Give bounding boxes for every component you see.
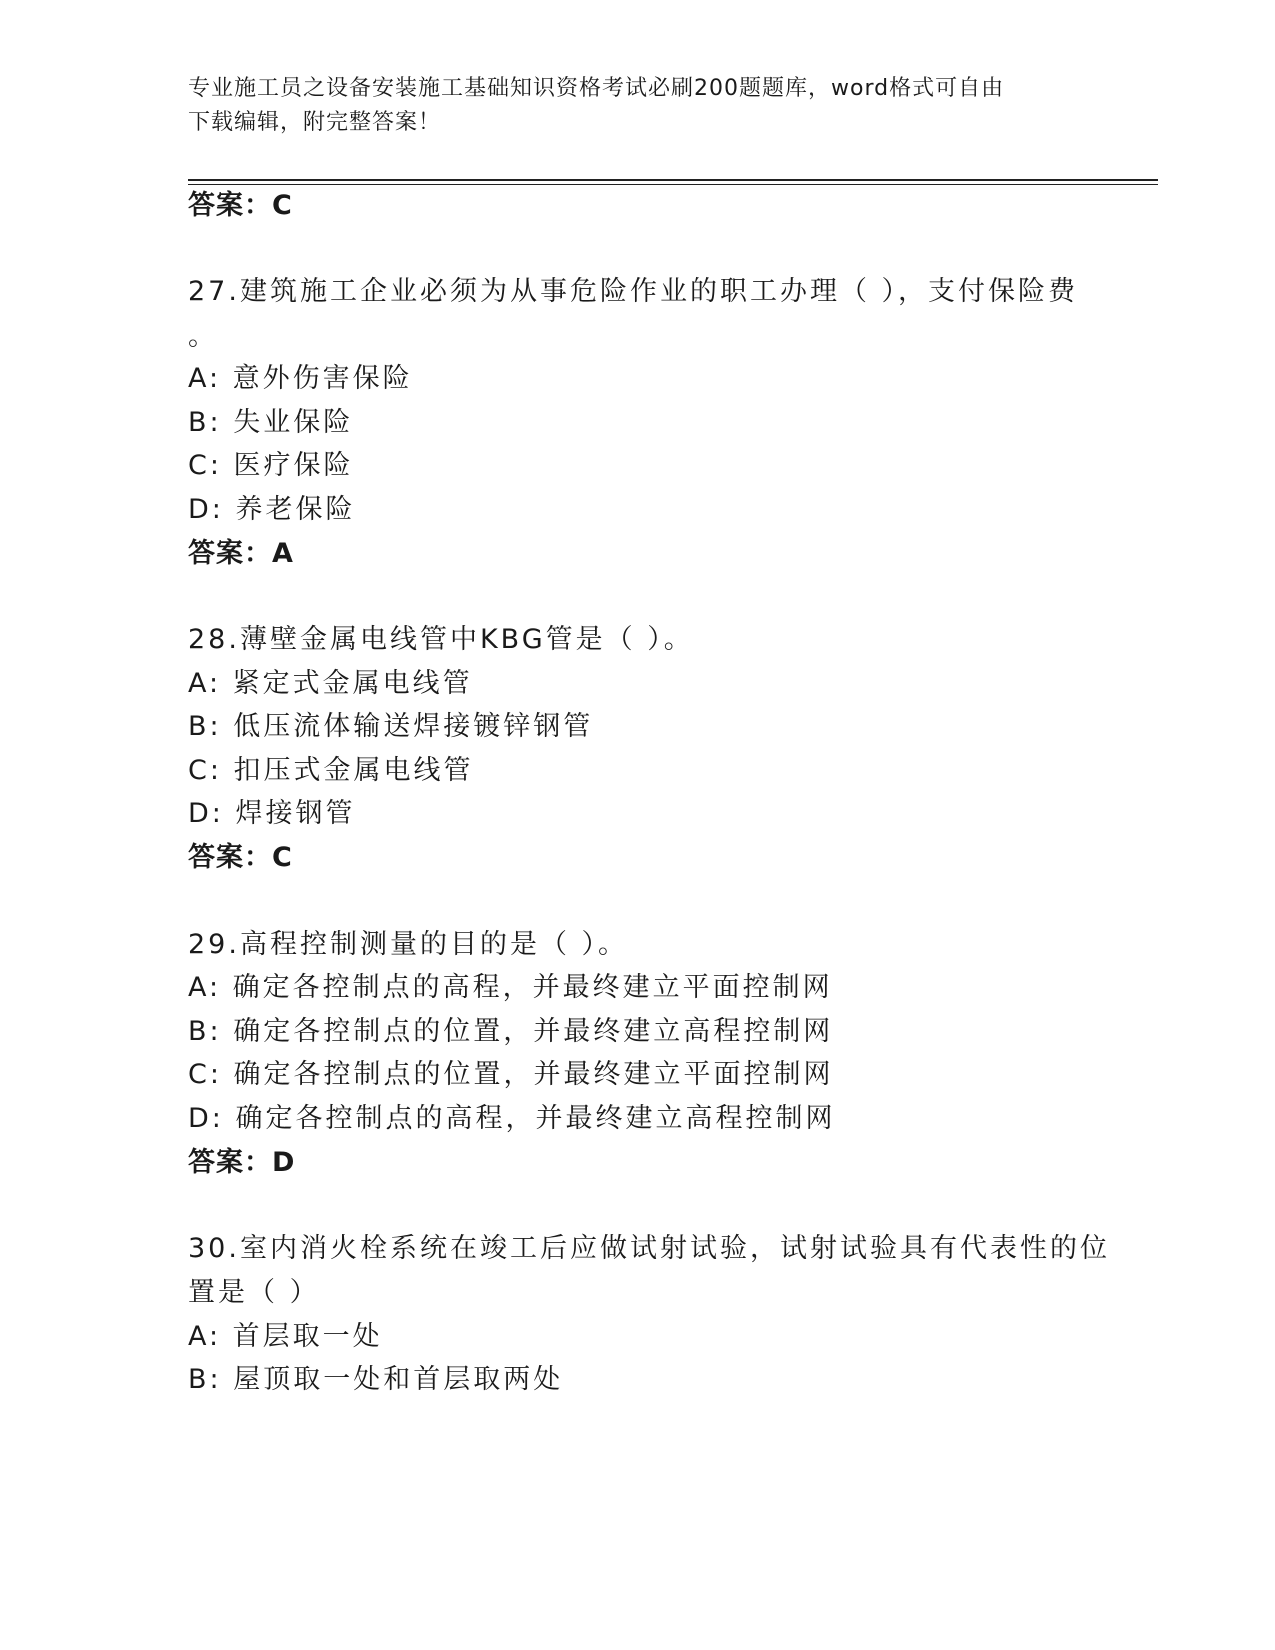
q28-option-d: D: 焊接钢管 (188, 798, 356, 829)
q29-option-d: D: 确定各控制点的高程，并最终建立高程控制网 (188, 1103, 836, 1134)
header-line-1: 专业施工员之设备安装施工基础知识资格考试必刷200题题库，word格式可自由 (188, 76, 1005, 101)
q27-option-d: D: 养老保险 (188, 494, 356, 525)
q30-stem-line1: 30.室内消火栓系统在竣工后应做试射试验，试射试验具有代表性的位 (188, 1233, 1110, 1264)
answer-previous: 答案：C (188, 190, 293, 221)
q29-answer: 答案：D (188, 1147, 296, 1178)
q29-option-c: C: 确定各控制点的位置，并最终建立平面控制网 (188, 1059, 834, 1090)
header-line-2: 下载编辑，附完整答案！ (188, 110, 442, 135)
q30-option-a: A: 首层取一处 (188, 1321, 383, 1352)
q27-option-b: B: 失业保险 (188, 407, 354, 438)
q29-option-a: A: 确定各控制点的高程，并最终建立平面控制网 (188, 972, 833, 1003)
q29-stem: 29.高程控制测量的目的是（ ）。 (188, 929, 629, 960)
q27-option-c: C: 医疗保险 (188, 450, 354, 481)
q28-stem: 28.薄壁金属电线管中KBG管是（ ）。 (188, 624, 694, 655)
q27-answer: 答案：A (188, 538, 294, 569)
q29-option-b: B: 确定各控制点的位置，并最终建立高程控制网 (188, 1016, 834, 1047)
q28-option-b: B: 低压流体输送焊接镀锌钢管 (188, 711, 594, 742)
q27-stem-line2: 。 (188, 321, 218, 352)
q30-stem-line2: 置是（ ） (188, 1277, 320, 1308)
q28-option-c: C: 扣压式金属电线管 (188, 755, 474, 786)
q30-option-b: B: 屋顶取一处和首层取两处 (188, 1364, 564, 1395)
header-rule-thick (188, 179, 1158, 181)
document-header (188, 72, 1088, 140)
q28-answer: 答案：C (188, 842, 293, 873)
q27-stem-line1: 27.建筑施工企业必须为从事危险作业的职工办理（ ），支付保险费 (188, 276, 1079, 307)
q28-option-a: A: 紧定式金属电线管 (188, 668, 473, 699)
header-rule-thin (188, 184, 1158, 185)
q27-option-a: A: 意外伤害保险 (188, 363, 413, 394)
